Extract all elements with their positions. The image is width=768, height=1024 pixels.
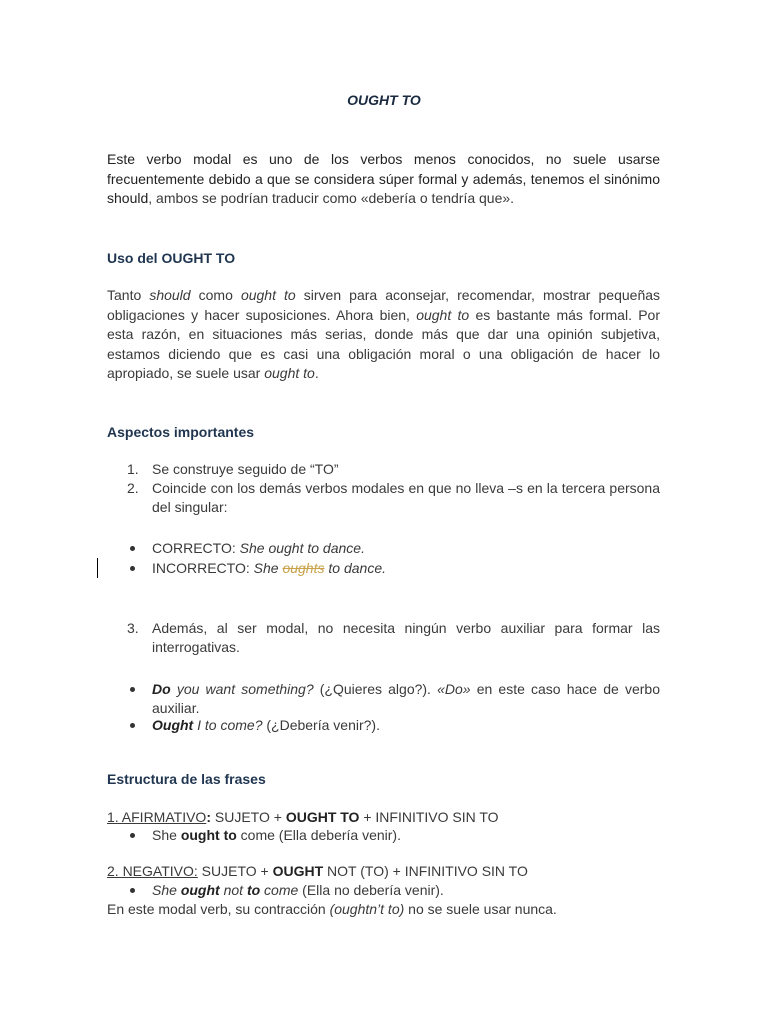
bullet-item-correcto [127, 539, 660, 558]
neg-example-a: She [152, 882, 181, 898]
afirmativo-line [107, 808, 499, 826]
bullet-icon [130, 687, 135, 692]
afirmativo-colon: : [206, 809, 211, 825]
bullet-icon [130, 888, 135, 893]
afirmativo-text-a: SUJETO + [210, 809, 286, 825]
do-italic: you want something? [170, 681, 314, 697]
do-rest: en este caso hace de verbo auxiliar. [152, 681, 660, 716]
intro-text-end: , ambos se podrían traducir como «debería o tendría que». [148, 190, 515, 206]
ought-italic: I to come? [193, 717, 263, 733]
bullet-item-incorrecto [127, 559, 660, 578]
neg-example-f: (Ella no debería venir). [298, 882, 444, 898]
incorrecto-she: She [253, 560, 283, 576]
intro-paragraph [107, 150, 660, 209]
uso-ought-to-2: ought to [416, 306, 470, 323]
intro-text: Este verbo modal es uno de los verbos menos conocidos, no suele usarse frecuentemente debido a que se considera súper formal y además, tenemos el sinónimo should [107, 151, 660, 206]
bullet-icon [130, 723, 135, 728]
contraccion-text-b: (oughtn’t to) [329, 901, 405, 917]
incorrecto-label: INCORRECTO: [152, 560, 254, 576]
uso-ought-to: ought to [240, 287, 296, 303]
section-heading-estructura: Estructura de las frases [107, 771, 266, 787]
correcto-label: CORRECTO: [152, 540, 240, 556]
list-item [127, 619, 660, 656]
bullet-item-negativo [127, 881, 660, 900]
uso-paragraph [107, 286, 660, 384]
negativo-text-c: NOT (TO) + INFINITIVO SIN TO [323, 863, 528, 879]
section-heading-uso: Uso del OUGHT TO [107, 250, 236, 266]
list-item [127, 479, 660, 516]
list-number: 3. [127, 620, 139, 636]
bullet-item-do [127, 680, 660, 717]
uso-ought-to-3: ought to [264, 365, 315, 381]
ought-bold: Ought [152, 717, 194, 733]
do-quote: «Do» [437, 681, 471, 697]
uso-text-4: es bastante más formal. Por esta razón, en situaciones más serias, donde más que dar una opinión subjetiva, estamos diciendo que es casi una obligación moral o una obligación de hacer lo apropiado, se suele usar [107, 306, 661, 381]
neg-example-e: come [260, 882, 299, 898]
incorrecto-rest: to dance. [324, 560, 386, 576]
do-bold: Do [152, 681, 171, 697]
bullet-icon [130, 546, 135, 551]
negativo-text-a: SUJETO + [197, 863, 273, 879]
list-item-text: Se construye seguido de “TO” [152, 461, 339, 477]
neg-example-c: not [219, 882, 247, 898]
list-item [127, 460, 660, 479]
uso-text-3: sirven para aconsejar, recomendar, mostrar pequeñas obligaciones y hacer suposiciones. Ahora bien, [107, 287, 661, 323]
text-cursor [97, 558, 98, 578]
section-heading-aspectos: Aspectos importantes [107, 424, 255, 440]
neg-example-b: ought [180, 882, 220, 898]
uso-should: should [149, 287, 191, 303]
list-item-text: Coincide con los demás verbos modales en que no lleva –s en la tercera persona del singular: [152, 480, 660, 515]
negativo-text-b: OUGHT [272, 863, 324, 879]
ought-translation: (¿Debería venir?). [262, 717, 380, 733]
negativo-label: 2. NEGATIVO: [107, 863, 198, 879]
list-number: 1. [127, 461, 139, 477]
bullet-icon [130, 566, 135, 571]
incorrecto-oughts: oughts [282, 560, 325, 576]
bullet-item-afirmativo [127, 826, 660, 845]
uso-text-1: Tanto [107, 287, 150, 303]
uso-text-2: como [190, 287, 241, 303]
correcto-example: She ought to dance. [239, 540, 365, 556]
neg-example-d: to [246, 882, 261, 898]
afirm-example-c: come (Ella debería venir). [236, 827, 401, 843]
uso-text-5: . [314, 365, 319, 381]
contraccion-text-c: no se suele usar nunca. [404, 901, 557, 917]
negativo-line [107, 862, 528, 880]
bullet-item-ought [127, 716, 660, 735]
contraccion-line [107, 900, 557, 918]
afirm-example-a: She [152, 827, 181, 843]
do-translation: (¿Quieres algo?). [313, 681, 438, 697]
afirm-example-b: ought to [180, 827, 237, 843]
bullet-icon [130, 833, 135, 838]
list-number: 2. [127, 480, 139, 496]
afirmativo-text-b: OUGHT TO [285, 809, 360, 825]
contraccion-text-a: En este modal verb, su contracción [107, 901, 330, 917]
list-item-text: Además, al ser modal, no necesita ningún verbo auxiliar para formar las interrogativas. [152, 620, 660, 655]
afirmativo-label: 1. AFIRMATIVO [107, 809, 207, 825]
afirmativo-text-c: + INFINITIVO SIN TO [359, 809, 499, 825]
page-title: OUGHT TO [347, 92, 421, 108]
